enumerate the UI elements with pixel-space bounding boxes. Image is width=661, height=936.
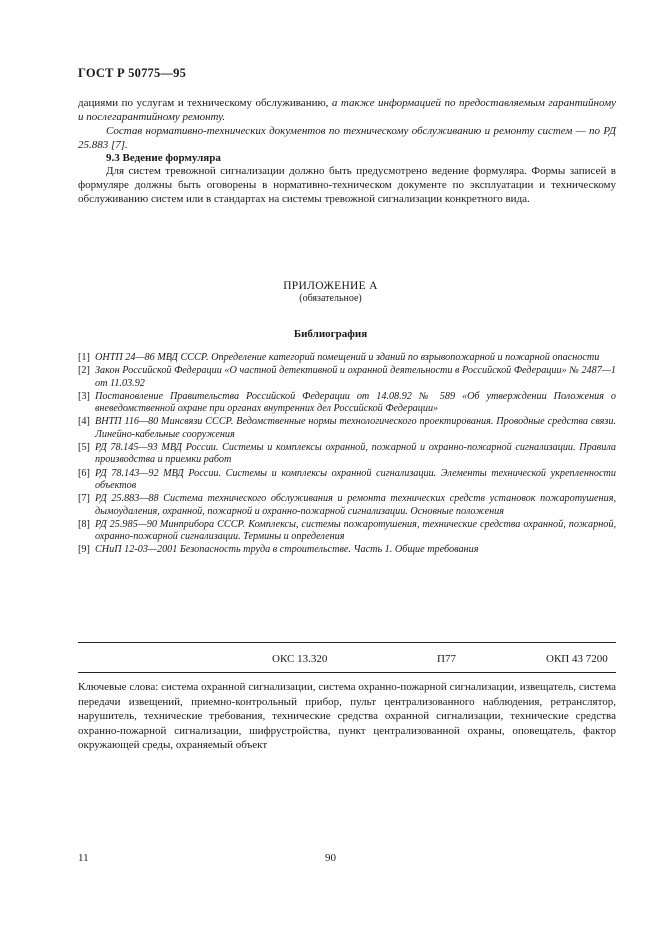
bibliography-number: [6] bbox=[78, 467, 90, 479]
bibliography-item bbox=[78, 391, 616, 416]
bibliography-text: РД 25.985—90 Минприбора СССР. Комплексы, системы пожаротушения, технические средства охранной, пожарной, охранно-пожарной сигнализации. Термины и определения bbox=[95, 518, 616, 543]
page-number: 90 bbox=[325, 852, 336, 864]
category-code: П77 bbox=[437, 653, 456, 665]
bibliography-item bbox=[78, 352, 616, 364]
appendix-subtitle: (обязательное) bbox=[299, 293, 362, 304]
bibliography-item bbox=[78, 442, 616, 467]
section-heading: 9.3 Ведение формуляра bbox=[106, 152, 221, 164]
bibliography-number: [8] bbox=[78, 518, 90, 530]
bibliography-number: [5] bbox=[78, 442, 90, 454]
bibliography-number: [4] bbox=[78, 416, 90, 428]
paragraph-form: Для систем тревожной сигнализации должно быть предусмотрено ведение формуляра. Формы записей в формуляре должны быть оговорены в нормативно-техническом документе по эксплуатации и техническому обслуживанию систем или в стандартах на системы тревожной сигнализации конкретного вида. bbox=[78, 165, 616, 205]
oks-code: ОКС 13.320 bbox=[272, 653, 328, 665]
bibliography-number: [1] bbox=[78, 352, 90, 363]
bibliography-text: РД 78.145—93 МВД России. Системы и комплексы охранной, пожарной и охранно-пожарной сигнализации. Правила производства и приемки работ bbox=[95, 442, 616, 466]
paragraph-text: дациями по услугам и техническому обслуживанию, bbox=[78, 97, 332, 109]
paragraph-reference: Состав нормативно-технических документов по техническому обслуживанию и ремонту систем — по РД 25.883 [7]. bbox=[78, 125, 616, 151]
keywords-paragraph: Ключевые слова: система охранной сигнализации, система охранно-пожарной сигнализации, извещатель, система передачи извещений, приемно-контрольный прибор, пульт централизованного наблюдения, ретранслятор, нарушитель, технические требования, технические средства охранной сигнализации, технические средства охранно-пожарной сигнализации, шифрустройства, пункт централизованной охраны, оповещатель, фактор окружающей среды, охраняемый объект bbox=[78, 681, 616, 751]
bibliography-text: РД 25.883—88 Система технического обслуживания и ремонта технических средств установок пожаротушения, дымоудаления, охранной, пожарной и охранно-пожарной сигнализации. Основные положения bbox=[95, 493, 616, 517]
footer-left-mark: 11 bbox=[78, 852, 89, 864]
bibliography-number: [3] bbox=[78, 390, 90, 402]
bibliography-text: Закон Российской Федерации «О частной детективной и охранной деятельности в Российской Федерации» № 2487—1 от 11.03.92 bbox=[95, 365, 616, 389]
bibliography-item bbox=[78, 519, 616, 544]
bibliography-text: ВНТП 116—80 Минсвязи СССР. Ведомственные нормы технологического проектирования. Проводные средства связи. Линейно-кабельные сооружения bbox=[95, 416, 616, 440]
bibliography-item bbox=[78, 493, 616, 518]
appendix-title: ПРИЛОЖЕНИЕ А bbox=[283, 280, 378, 292]
paragraph-italic-text: а также информацией по предоставляемым гарантийному и послегарантийному ремонту. bbox=[78, 97, 616, 123]
bibliography-item bbox=[78, 544, 616, 556]
bibliography-text: Постановление Правительства Российской Федерации от 14.08.92 № 589 «Об утверждении Положения о вневедомственной охране при органах внутренних дел Российской Федерации» bbox=[95, 390, 616, 415]
bibliography-text: РД 78.143—92 МВД России. Системы и комплексы охранной сигнализации. Элементы технической укрепленности объектов bbox=[95, 467, 616, 491]
divider-top bbox=[78, 642, 616, 643]
paragraph-continuation bbox=[78, 96, 616, 124]
bibliography-item bbox=[78, 365, 616, 390]
bibliography-text: СНиП 12-03—2001 Безопасность труда в строительстве. Часть 1. Общие требования bbox=[95, 544, 479, 556]
bibliography-number: [9] bbox=[78, 544, 90, 556]
divider-bottom bbox=[78, 672, 616, 673]
bibliography-list bbox=[78, 352, 616, 558]
bibliography-title: Библиография bbox=[293, 328, 368, 340]
bibliography-text: ОНТП 24—86 МВД СССР. Определение категорий помещений и зданий по взрывопожарной и пожарной опасности bbox=[95, 352, 600, 363]
bibliography-number: [7] bbox=[78, 493, 90, 505]
okp-code: ОКП 43 7200 bbox=[546, 653, 608, 665]
bibliography-number: [2] bbox=[78, 365, 90, 377]
document-header: ГОСТ Р 50775—95 bbox=[78, 66, 187, 80]
bibliography-item bbox=[78, 468, 616, 493]
bibliography-item bbox=[78, 416, 616, 441]
